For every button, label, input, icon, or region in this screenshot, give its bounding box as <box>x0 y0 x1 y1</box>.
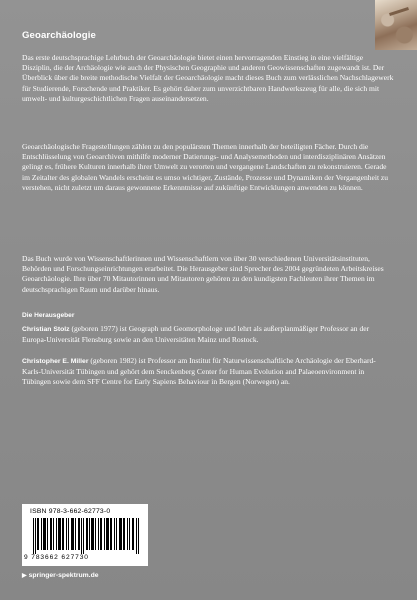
editor-name: Christian Stolz <box>22 326 70 333</box>
isbn-barcode-box <box>22 504 148 566</box>
arrow-right-icon: ▶ <box>22 573 27 579</box>
publisher-website-text: springer-spektrum.de <box>28 572 99 579</box>
isbn-label: ISBN 978-3-662-62773-0 <box>30 508 111 515</box>
editor-bio-text: (geboren 1977) ist Geograph und Geomorphologe und lehrt als außerplanmäßiger Professor an der Europa-Universität Flensburg sowie an den Universitäten Mainz und Rostock. <box>22 324 370 345</box>
description-paragraph-2: Geoarchäologische Fragestellungen zählen zu den populärsten Themen innerhalb der beteiligten Fächer. Durch die Entschlüsselung von Geoarchiven mithilfe moderner Datierungs- und Analysemethoden und interdisziplinären Ansätzen gelingt es, frühere Kulturen innerhalb ihrer Umwelt zu verorten und vergangene Landschaften zu rekonstruieren. Gerade im Zeitalter des globalen Wandels erscheint es umso wichtiger, Zustände, Prozesse und Dynamiken der Vergangenheit zu verstehen, nicht zuletzt um daraus gewonnene Erkenntnisse auf zukünftige Entwicklungen anwenden zu können. <box>22 142 389 192</box>
editor-bio-text: (geboren 1982) ist Professor am Institut für Naturwissenschaftliche Archäologie der Eberhard-Karls-Universität Tübingen und gehört dem Senckenberg Center for Human Evolution and Palaeoenvironment in Tübingen sowie dem SFF Centre for Early Sapiens Behaviour in Bergen (Norwegen) an. <box>22 356 376 387</box>
barcode-digits: 9 783662 627730 <box>24 554 89 561</box>
description-paragraph-3: Das Buch wurde von Wissenschaftlerinnen und Wissenschaftlern von über 30 verschiedenen Universitätsinstituten, Behörden und Forschungseinrichtungen erarbeitet. Die Herausgeber sind Sprecher des 2004 gegründeten Arbeitskreises Geoarchäologie. Ihre über 70 Mitautorinnen und Mitautoren gehören zu den kundigsten Fachleuten ihrer Themen im deutschsprachigen Raum und darüber hinaus. <box>22 254 384 294</box>
description-paragraph-1: Das erste deutschsprachige Lehrbuch der Geoarchäologie bietet einen hervorragenden Einstieg in eine vielfältige Disziplin, die der Archäologie wie auch der Physischen Geographie und anderen Geowissenschaften zugewandt ist. Der Überblick über die breite methodische Vielfalt der Geoarchäologie macht dieses Buch zum verlässlichen Nachschlagewerk für Studierende, Forschende und Praktiker. Es gehört daher zum unverzichtbaren Handwerkszeug für alle, die sich mit umwelt- und kulturgeschichtlichen Fragen auseinandersetzen. <box>22 53 394 103</box>
book-title: Geoarchäologie <box>22 30 96 41</box>
editors-heading: Die Herausgeber <box>22 312 75 319</box>
publisher-website[interactable] <box>22 572 99 579</box>
editor-name: Christopher E. Miller <box>22 358 89 365</box>
barcode-image <box>33 518 139 554</box>
cover-photo-strip <box>375 0 417 50</box>
editor-bio-stolz <box>22 324 394 345</box>
editor-bio-miller <box>22 356 394 388</box>
